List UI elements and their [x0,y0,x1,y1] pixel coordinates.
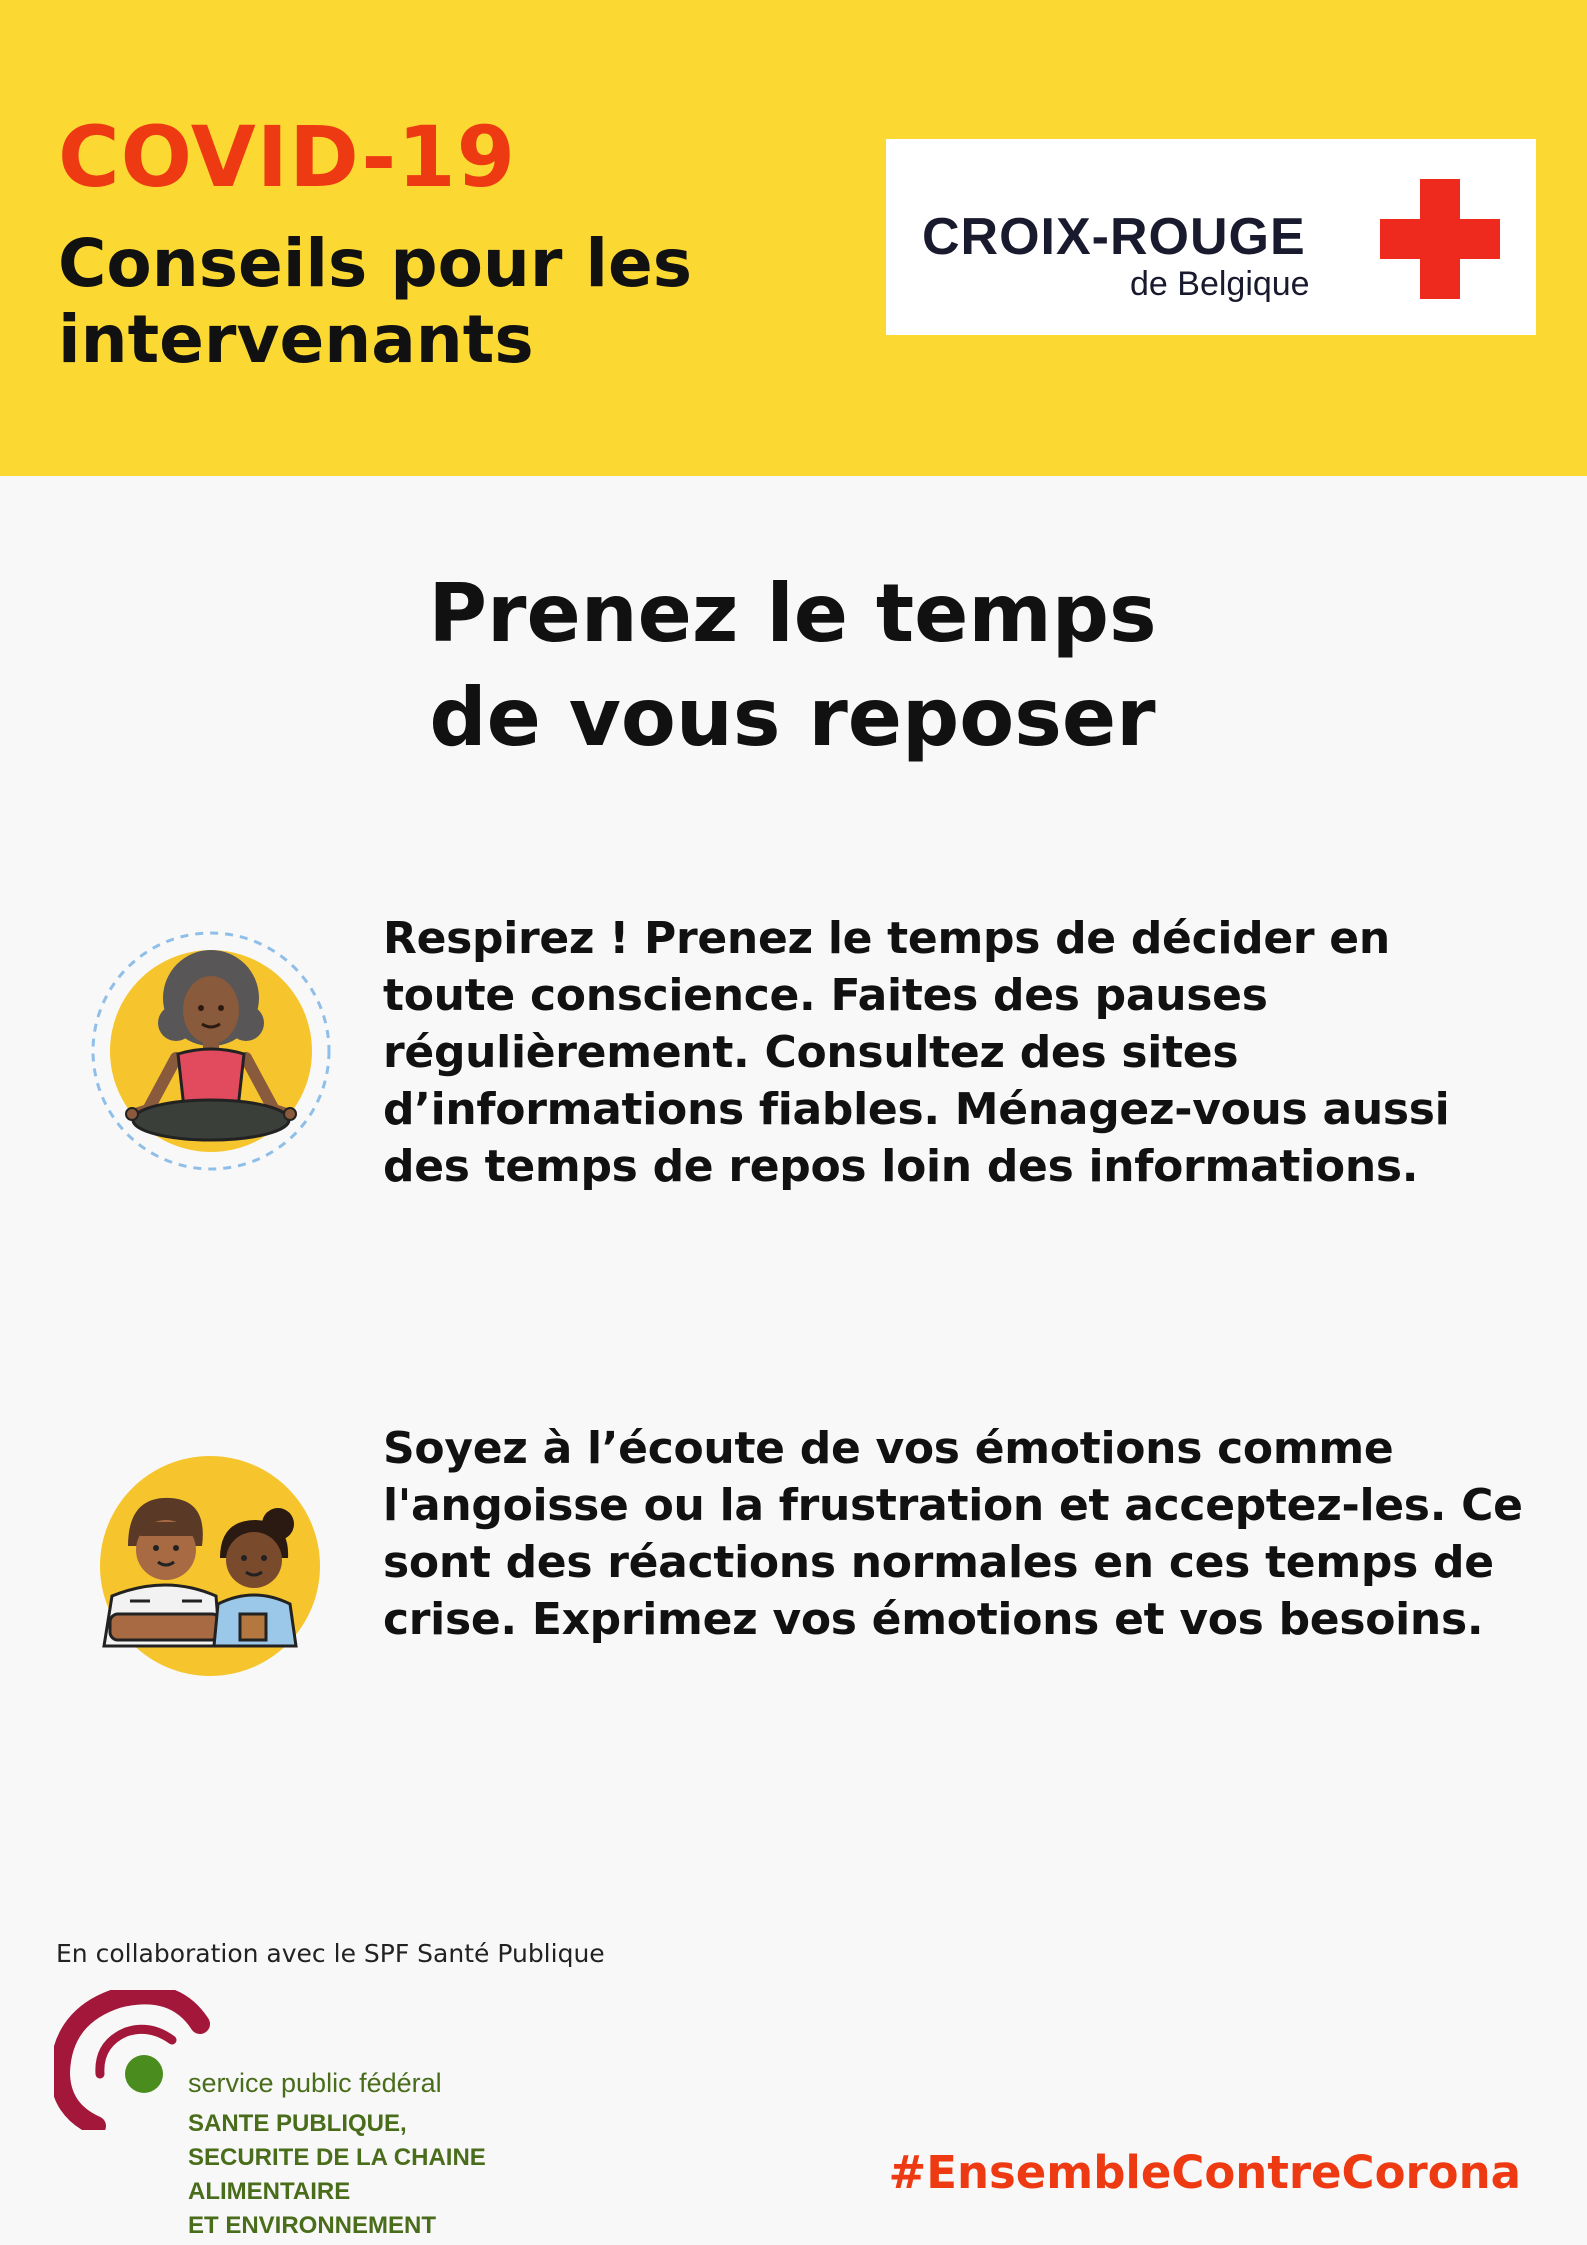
red-cross-icon [1380,179,1500,299]
spf-small-text: service public fédéral [188,2068,442,2098]
spf-big-text [188,2107,648,2243]
title-line-2: de vous reposer [429,671,1156,764]
page-title [0,562,1586,770]
croix-rouge-logo [886,139,1536,335]
spf-line-1: SANTE PUBLIQUE, [188,2110,407,2137]
header-subtitle: Conseils pour les intervenants [58,225,693,378]
collaboration-note: En collaboration avec le SPF Santé Publique [56,1939,605,1968]
spf-line-2: SECURITE DE LA CHAINE ALIMENTAIRE [188,2144,486,2205]
tip-text-2: Soyez à l’écoute de vos émotions comme l'angoisse ou la frustration et acceptez-les. Ce sont des réactions normales en ces temps de crise. Exprimez vos émotions et vos besoins. [383,1423,1523,1645]
meditation-icon [88,928,334,1174]
covid-label: COVID-19 [58,108,517,206]
title-line-1: Prenez le temps [428,567,1157,660]
header-banner [0,0,1587,476]
tip-text-1: Respirez ! Prenez le temps de décider en toute conscience. Faites des pauses régulièrement. Consultez des sites d’informations fiables. Ménagez-vous aussi des temps de repos loin des informations. [383,913,1450,1192]
logo-name: CROIX-ROUGE [922,208,1306,266]
spf-line-3: ET ENVIRONNEMENT [188,2212,437,2239]
two-people-icon [90,1446,330,1686]
hashtag: #EnsembleContreCorona [888,2146,1521,2199]
logo-subtitle: de Belgique [1130,265,1310,303]
